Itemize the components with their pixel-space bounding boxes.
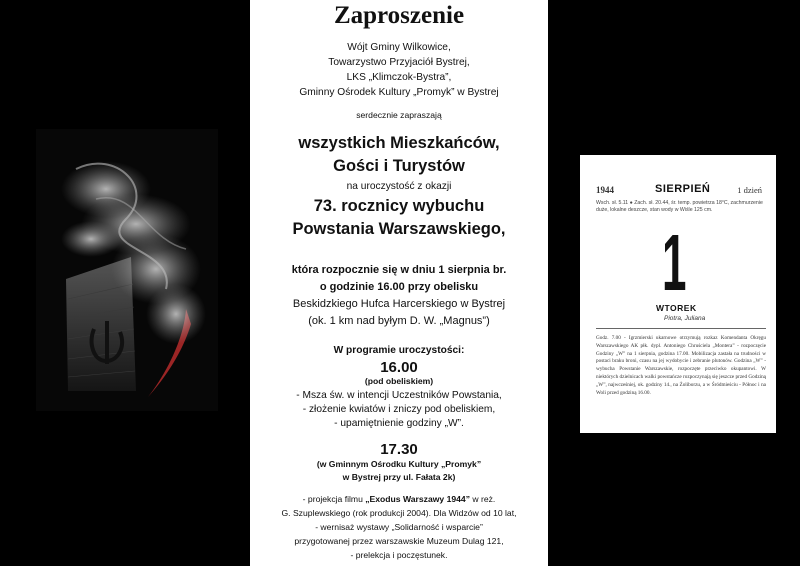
part2-item: G. Szuplewskiego (rok produkcji 2004). Dla Widzów od 10 lat,: [281, 508, 517, 518]
invitation-title: Zaproszenie: [333, 2, 465, 29]
film-line: [250, 495, 548, 505]
film-prefix: - projekcja filmu: [302, 494, 366, 504]
part2-item: - prelekcja i poczęstunek.: [350, 550, 448, 560]
calendar-year: 1944: [596, 185, 614, 195]
start-line: która rozpocznie się w dniu 1 sierpnia br.: [291, 264, 507, 276]
start-line: o godzinie 16.00 przy obelisku: [319, 281, 479, 293]
program-heading: W programie uroczystości:: [333, 345, 465, 356]
part1-item: - złożenie kwiatów i zniczy pod obeliskiem,: [302, 404, 496, 415]
part1-time: 16.00: [380, 359, 418, 376]
addressee-line: Gości i Turystów: [333, 157, 465, 175]
calendar-divider: [596, 328, 766, 329]
part1-place: (pod obeliskiem): [364, 376, 434, 386]
host-line: LKS „Klimczok-Bystra”,: [346, 72, 452, 83]
calendar-month: SIERPIEŃ: [655, 183, 711, 195]
calendar-info: Wsch. sł. 5.11 ● Zach. sł. 20.44, śr. temp. powietrza 18°C, zachmurzenie duże, lokalne deszcze, stan wody w Wiśle 125 cm.: [596, 200, 763, 214]
invites-text: serdecznie zapraszają: [356, 110, 442, 120]
occasion-line: 73. rocznicy wybuchu: [313, 197, 485, 215]
invitation-panel: [250, 0, 548, 566]
occasion-intro: na uroczystość z okazji: [346, 181, 452, 192]
calendar-text: Godz. 7.00 - Igrzmierski ukarnowe otrzymują rozkaz Komendanta Okręgu Warszawskiego AK płk. dypl. Antoniego Chruściela „Montera” - rozpoczęcie Godziny „W” na 1 sierpnia, godzina 17.00. Mobilizacja zastała na trudności w postaci braku broni, czasu na jej wydobycie i zebranie plutonów. Godzina „W” - wybucha Powstanie Warszawskie, rozpoczęte przeciwko okupantowi. W niektórych dzielnicach walki powstańcze rozpoczynają się jeszcze przed Godziną „W”, najwcześniej, ok. godziny 14., na Żoliborzu, a w Śródmieściu - Północ i na Woli przed godziną 16.00.: [596, 335, 766, 396]
smoke-photo: [36, 129, 218, 411]
calendar-weekday: WTOREK: [656, 303, 697, 313]
part1-item: - Msza św. w intencji Uczestników Powstania,: [296, 390, 502, 401]
smoke-illustration: [36, 129, 218, 411]
film-title: „Exodus Warszawy 1944”: [365, 494, 470, 504]
host-line: Towarzystwo Przyjaciół Bystrej,: [328, 57, 470, 68]
film-suffix: w reż.: [470, 494, 496, 504]
part2-item: - wernisaż wystawy „Solidarność i wsparcie”: [315, 522, 483, 532]
addressee-line: wszystkich Mieszkańców,: [298, 134, 500, 152]
part2-place-line: (w Gminnym Ośrodku Kultury „Promyk”: [316, 459, 482, 469]
calendar-day-number: 1: [662, 218, 687, 307]
occasion-line: Powstania Warszawskiego,: [292, 220, 506, 238]
part1-item: - upamiętnienie godziny „W”.: [334, 418, 464, 429]
part2-place-line: w Bystrej przy ul. Fałata 2k): [342, 472, 456, 482]
calendar-day-count: 1 dzień: [737, 185, 762, 195]
host-line: Gminny Ośrodek Kultury „Promyk” w Bystrej: [299, 87, 499, 98]
host-line: Wójt Gminy Wilkowice,: [347, 42, 451, 53]
part2-time: 17.30: [380, 441, 418, 458]
place-line: Beskidzkiego Hufca Harcerskiego w Bystrej: [292, 298, 506, 310]
part2-item: przygotowanej przez warszawskie Muzeum Dulag 121,: [294, 536, 504, 546]
place-line: (ok. 1 km nad byłym D. W. „Magnus”): [308, 315, 490, 327]
calendar-name-days: Piotra, Juliana: [664, 315, 706, 322]
calendar-page: [580, 155, 776, 433]
